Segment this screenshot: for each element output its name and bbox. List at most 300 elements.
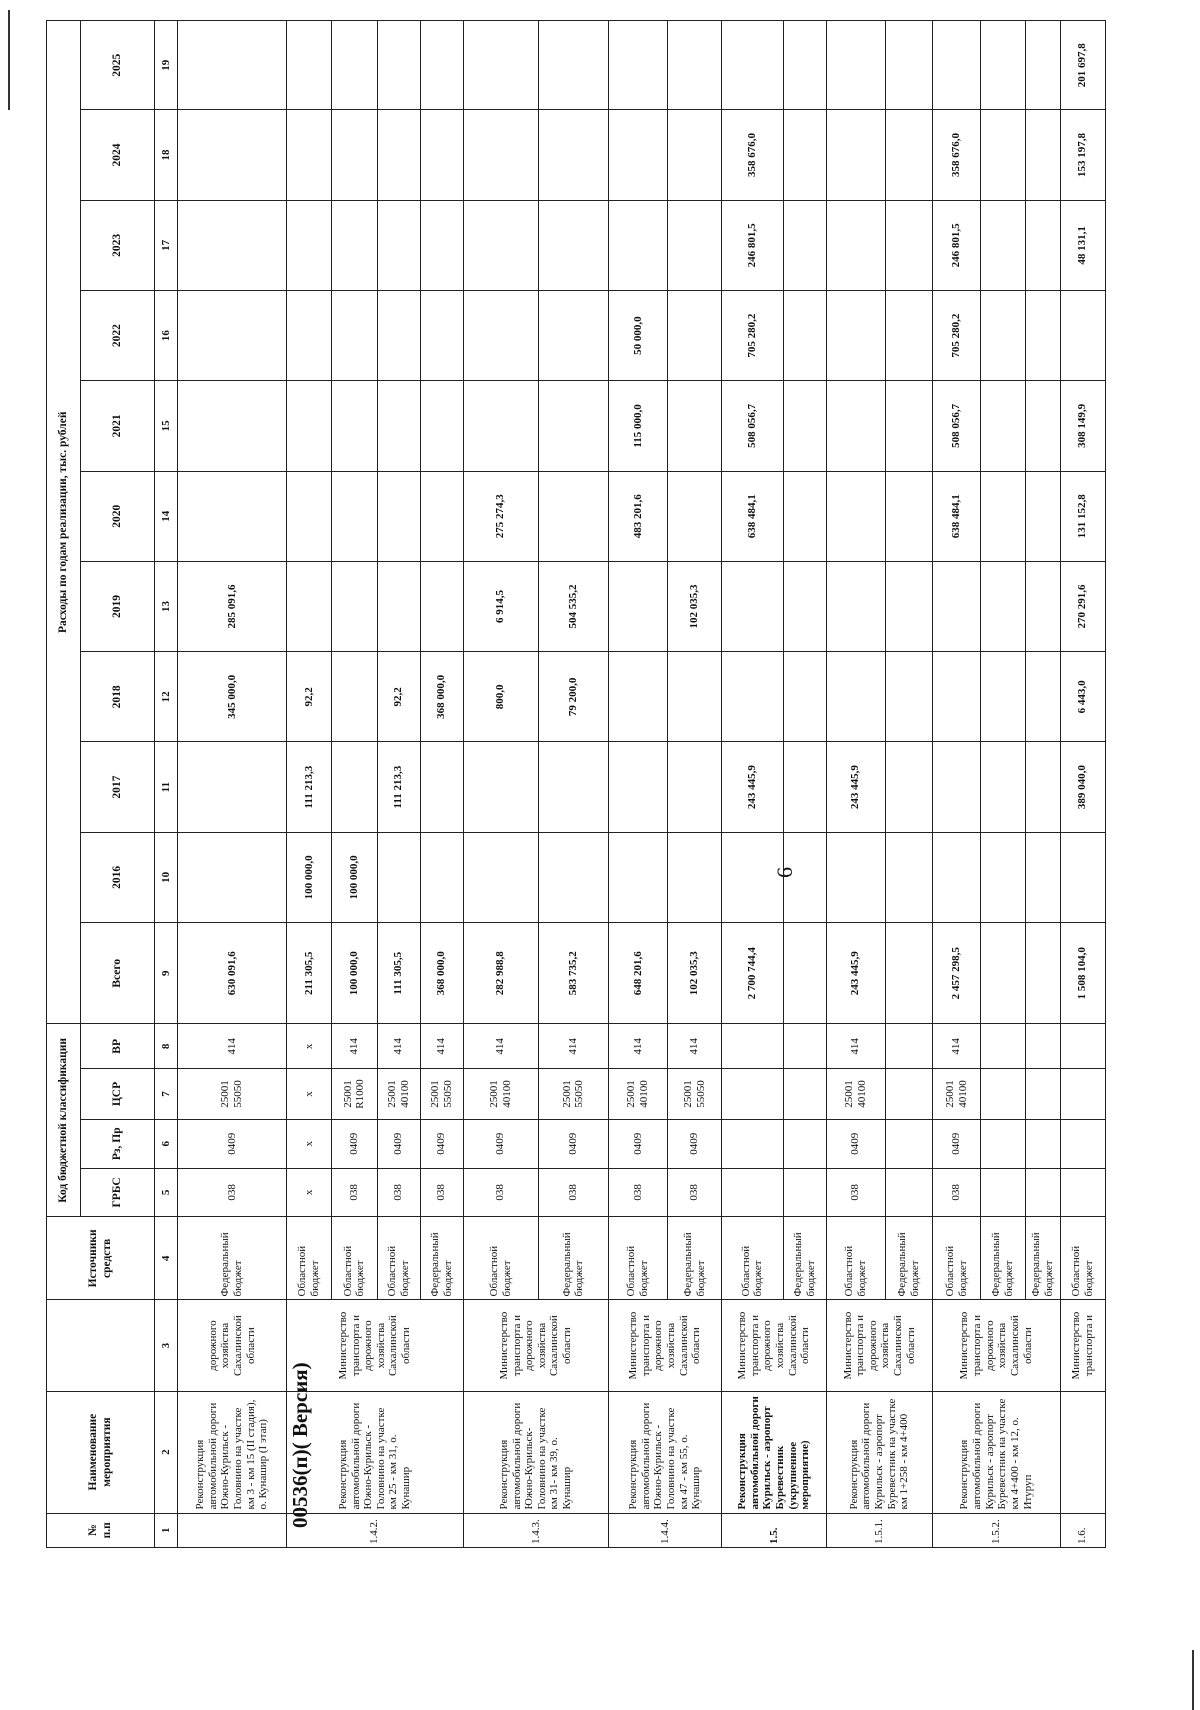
year-amount (933, 832, 981, 922)
vr-code: 414 (377, 1024, 420, 1069)
table-header (47, 21, 178, 1548)
executor-name: Министерство транспорта и дорожного хозяйства Сахалинской области (933, 1300, 1060, 1391)
total-amount: 100 000,0 (332, 923, 377, 1024)
total-amount: 243 445,9 (826, 923, 885, 1024)
grbs-code: 038 (933, 1168, 981, 1217)
year-amount (1026, 290, 1060, 380)
funding-source: Федеральный бюджет (783, 1217, 826, 1300)
year-amount (608, 832, 667, 922)
table-row (178, 21, 287, 1548)
year-amount (608, 110, 667, 200)
year-amount (722, 832, 783, 922)
rzpr-code: 0409 (332, 1119, 377, 1168)
total-amount: 583 735,2 (538, 923, 608, 1024)
year-amount (933, 652, 981, 742)
year-amount (178, 200, 287, 290)
year-amount (420, 561, 463, 651)
year-amount (332, 652, 377, 742)
year-amount (826, 200, 885, 290)
year-amount (933, 21, 981, 110)
funding-source: Федеральный бюджет (420, 1217, 463, 1300)
header-year: 2016 (81, 832, 155, 922)
vr-code (980, 1024, 1025, 1069)
total-amount: 630 091,6 (178, 923, 287, 1024)
year-amount (885, 652, 933, 742)
vr-code: 414 (178, 1024, 287, 1069)
rzpr-code: 0409 (826, 1119, 885, 1168)
executor-name: дорожного хозяйства Сахалинской области (178, 1300, 287, 1391)
measure-name: Реконструкция автомобильной дороги Южно-Курильск - Головнино на участке км 3 - км 15 (II стадия), о. Кунашир (I этап) (178, 1391, 287, 1513)
header-rzpr: Рз, Пр (81, 1119, 155, 1168)
year-amount (980, 652, 1025, 742)
year-amount (332, 200, 377, 290)
total-amount: 111 305,5 (377, 923, 420, 1024)
rzpr-code (783, 1119, 826, 1168)
year-amount (463, 21, 538, 110)
column-index: 19 (155, 21, 178, 110)
year-amount (538, 471, 608, 561)
year-amount (980, 381, 1025, 471)
year-amount (980, 200, 1025, 290)
csr-code: 25001 R1000 (332, 1069, 377, 1120)
funding-source: Областной бюджет (332, 1217, 377, 1300)
year-amount (667, 290, 721, 380)
funding-source: Областной бюджет (377, 1217, 420, 1300)
year-amount (1026, 21, 1060, 110)
year-amount (286, 110, 331, 200)
measure-name: Реконструкция автомобильной дороги Курильск - аэропорт Буревестник на участке км 1+258 - км 4+400 (826, 1391, 933, 1513)
year-amount (178, 381, 287, 471)
year-amount: 6 914,5 (463, 561, 538, 651)
vr-code: 414 (538, 1024, 608, 1069)
year-amount: 246 801,5 (722, 200, 783, 290)
year-amount (826, 832, 885, 922)
year-amount (783, 290, 826, 380)
measure-name: Реконструкция автомобильной дороги Курильск - аэропорт Буревестник на участке км 4+400 - км 12, о. Итуруп (933, 1391, 1060, 1513)
year-amount (980, 561, 1025, 651)
header-year: 2024 (81, 110, 155, 200)
table-row (286, 21, 331, 1548)
year-amount (783, 110, 826, 200)
year-amount (667, 471, 721, 561)
column-index: 2 (155, 1391, 178, 1513)
year-amount (1026, 471, 1060, 561)
year-amount: 504 535,2 (538, 561, 608, 651)
vr-code: 414 (420, 1024, 463, 1069)
rzpr-code: 0409 (538, 1119, 608, 1168)
year-amount (463, 832, 538, 922)
year-amount (538, 290, 608, 380)
column-index: 13 (155, 561, 178, 651)
funding-source: Областной бюджет (933, 1217, 981, 1300)
csr-code: 25001 40100 (463, 1069, 538, 1120)
year-amount (332, 742, 377, 832)
csr-code (885, 1069, 933, 1120)
column-index: 9 (155, 923, 178, 1024)
grbs-code: 038 (178, 1168, 287, 1217)
rzpr-code: 0409 (608, 1119, 667, 1168)
year-amount (885, 471, 933, 561)
year-amount (377, 471, 420, 561)
year-amount: 102 035,3 (667, 561, 721, 651)
year-amount (885, 832, 933, 922)
table-row (933, 21, 981, 1548)
year-amount (377, 200, 420, 290)
funding-source: Федеральный бюджет (885, 1217, 933, 1300)
executor-name: Министерство транспорта и дорожного хозяйства Сахалинской области (286, 1300, 463, 1391)
funding-source: Федеральный бюджет (538, 1217, 608, 1300)
csr-code (1060, 1069, 1105, 1120)
vr-code: x (286, 1024, 331, 1069)
rzpr-code (1026, 1119, 1060, 1168)
year-amount (980, 110, 1025, 200)
year-amount (377, 561, 420, 651)
year-amount (420, 832, 463, 922)
year-amount: 6 443,0 (1060, 652, 1105, 742)
funding-source: Областной бюджет (286, 1217, 331, 1300)
measure-name: Реконструкция автомобильной дороги Курильск - аэропорт Буревестник (укрупненное мероприятие) (722, 1391, 826, 1513)
row-number: 1.5.2. (933, 1513, 1060, 1547)
year-amount (667, 652, 721, 742)
rzpr-code: x (286, 1119, 331, 1168)
header-vr: ВР (81, 1024, 155, 1069)
year-amount: 115 000,0 (608, 381, 667, 471)
header-total: Всего (81, 923, 155, 1024)
year-amount (178, 832, 287, 922)
total-amount (885, 923, 933, 1024)
row-number: 1.5. (722, 1513, 826, 1547)
year-amount (608, 21, 667, 110)
year-amount (608, 200, 667, 290)
year-amount: 48 131,1 (1060, 200, 1105, 290)
column-index: 1 (155, 1513, 178, 1547)
funding-source: Федеральный бюджет (178, 1217, 287, 1300)
csr-code (980, 1069, 1025, 1120)
table-row (1060, 21, 1105, 1548)
vr-code (885, 1024, 933, 1069)
csr-code: 25001 40100 (377, 1069, 420, 1120)
vr-code (1026, 1024, 1060, 1069)
year-amount (980, 471, 1025, 561)
year-amount (538, 21, 608, 110)
year-amount: 275 274,3 (463, 471, 538, 561)
year-amount: 50 000,0 (608, 290, 667, 380)
row-number: 1.4.4. (608, 1513, 721, 1547)
executor-name: Министерство транспорта и дорожного хозяйства Сахалинской области (608, 1300, 721, 1391)
year-amount: 638 484,1 (933, 471, 981, 561)
rzpr-code: 0409 (377, 1119, 420, 1168)
year-amount (1026, 742, 1060, 832)
year-amount: 100 000,0 (286, 832, 331, 922)
row-number: 1.6. (1060, 1513, 1105, 1547)
year-amount (667, 742, 721, 832)
header-year: 2025 (81, 21, 155, 110)
year-amount (420, 21, 463, 110)
year-amount: 79 200,0 (538, 652, 608, 742)
rzpr-code (1060, 1119, 1105, 1168)
rzpr-code (885, 1119, 933, 1168)
csr-code (722, 1069, 783, 1120)
year-amount (826, 652, 885, 742)
header-budget-code: Код бюджетной классификации (47, 1024, 81, 1217)
column-index: 6 (155, 1119, 178, 1168)
column-index: 17 (155, 200, 178, 290)
year-amount (377, 21, 420, 110)
rzpr-code (980, 1119, 1025, 1168)
year-amount (332, 110, 377, 200)
year-amount (783, 561, 826, 651)
year-amount (885, 110, 933, 200)
year-amount (286, 200, 331, 290)
vr-code (1060, 1024, 1105, 1069)
year-amount: 389 040,0 (1060, 742, 1105, 832)
csr-code: 25001 55050 (538, 1069, 608, 1120)
total-amount: 1 508 104,0 (1060, 923, 1105, 1024)
year-amount (783, 832, 826, 922)
year-amount (286, 21, 331, 110)
rzpr-code (722, 1119, 783, 1168)
column-index: 14 (155, 471, 178, 561)
row-number: 1.4.2. (286, 1513, 463, 1547)
column-index-row (155, 21, 178, 1548)
year-amount (667, 381, 721, 471)
vr-code: 414 (608, 1024, 667, 1069)
year-amount: 111 213,3 (377, 742, 420, 832)
year-amount: 358 676,0 (933, 110, 981, 200)
year-amount (885, 381, 933, 471)
total-amount: 2 457 298,5 (933, 923, 981, 1024)
grbs-code: 038 (420, 1168, 463, 1217)
year-amount: 483 201,6 (608, 471, 667, 561)
executor-name: Министерство транспорта и дорожного хозяйства Сахалинской области (463, 1300, 608, 1391)
funding-source: Федеральный бюджет (667, 1217, 721, 1300)
csr-code: 25001 40100 (826, 1069, 885, 1120)
year-amount (286, 471, 331, 561)
header-year: 2018 (81, 652, 155, 742)
year-amount (783, 471, 826, 561)
grbs-code (1060, 1168, 1105, 1217)
row-number: 1.4.3. (463, 1513, 608, 1547)
header-year: 2020 (81, 471, 155, 561)
year-amount: 243 445,9 (826, 742, 885, 832)
year-amount: 705 280,2 (933, 290, 981, 380)
grbs-code: 038 (608, 1168, 667, 1217)
total-amount: 211 305,5 (286, 923, 331, 1024)
year-amount (463, 742, 538, 832)
year-amount (826, 561, 885, 651)
year-amount: 308 149,9 (1060, 381, 1105, 471)
year-amount (783, 652, 826, 742)
funding-source: Федеральный бюджет (980, 1217, 1025, 1300)
year-amount (332, 290, 377, 380)
year-amount (667, 21, 721, 110)
executor-name: Министерство транспорта и дорожного хозяйства Сахалинской области (826, 1300, 933, 1391)
column-index: 11 (155, 742, 178, 832)
measure-name: Реконструкция автомобильной дороги Южно-Курильск - Головнино на участке км 25 - км 31, о. Кунашир (286, 1391, 463, 1513)
grbs-code (1026, 1168, 1060, 1217)
year-amount (178, 110, 287, 200)
year-amount: 92,2 (286, 652, 331, 742)
year-amount: 270 291,6 (1060, 561, 1105, 651)
year-amount (885, 290, 933, 380)
table-row (463, 21, 538, 1548)
header-number: № п.п (47, 1513, 155, 1547)
grbs-code: 038 (538, 1168, 608, 1217)
year-amount (980, 742, 1025, 832)
year-amount (538, 200, 608, 290)
document-version-code: 00536(п)( Версия) (288, 1362, 312, 1528)
vr-code: 414 (332, 1024, 377, 1069)
scan-edge-line (8, 10, 10, 110)
year-amount: 345 000,0 (178, 652, 287, 742)
header-year: 2023 (81, 200, 155, 290)
year-amount (608, 652, 667, 742)
year-amount (377, 381, 420, 471)
row-number: 1.5.1. (826, 1513, 933, 1547)
column-index: 15 (155, 381, 178, 471)
grbs-code: 038 (463, 1168, 538, 1217)
measure-name: Реконструкция автомобильной дороги Южно-Курильск-Головнино на участке км 31- км 39, о. Кунашир (463, 1391, 608, 1513)
year-amount: 638 484,1 (722, 471, 783, 561)
grbs-code (783, 1168, 826, 1217)
year-amount (826, 21, 885, 110)
column-index: 5 (155, 1168, 178, 1217)
year-amount (538, 832, 608, 922)
grbs-code: 038 (332, 1168, 377, 1217)
year-amount (463, 200, 538, 290)
year-amount (377, 290, 420, 380)
year-amount (538, 381, 608, 471)
rzpr-code: 0409 (463, 1119, 538, 1168)
year-amount (332, 471, 377, 561)
grbs-code (722, 1168, 783, 1217)
year-amount (667, 832, 721, 922)
year-amount (667, 110, 721, 200)
year-amount: 800,0 (463, 652, 538, 742)
year-amount (420, 110, 463, 200)
column-index: 3 (155, 1300, 178, 1391)
year-amount (1026, 652, 1060, 742)
grbs-code: 038 (826, 1168, 885, 1217)
table-row (608, 21, 667, 1548)
year-amount (463, 381, 538, 471)
year-amount: 111 213,3 (286, 742, 331, 832)
year-amount (980, 21, 1025, 110)
year-amount (286, 381, 331, 471)
csr-code: 25001 55050 (178, 1069, 287, 1120)
year-amount (980, 290, 1025, 380)
rzpr-code: 0409 (178, 1119, 287, 1168)
year-amount (1026, 200, 1060, 290)
year-amount (463, 110, 538, 200)
header-name: Наименование мероприятия (47, 1391, 155, 1513)
year-amount (783, 200, 826, 290)
year-amount (1026, 110, 1060, 200)
year-amount: 100 000,0 (332, 832, 377, 922)
year-amount (463, 290, 538, 380)
total-amount: 368 000,0 (420, 923, 463, 1024)
funding-source: Областной бюджет (1060, 1217, 1105, 1300)
funding-source: Областной бюджет (722, 1217, 783, 1300)
year-amount (826, 381, 885, 471)
year-amount (885, 742, 933, 832)
rzpr-code: 0409 (420, 1119, 463, 1168)
year-amount (377, 110, 420, 200)
year-amount: 358 676,0 (722, 110, 783, 200)
header-year: 2021 (81, 381, 155, 471)
year-amount (783, 21, 826, 110)
rzpr-code: 0409 (933, 1119, 981, 1168)
year-amount (178, 290, 287, 380)
year-amount (933, 561, 981, 651)
year-amount: 92,2 (377, 652, 420, 742)
grbs-code (980, 1168, 1025, 1217)
year-amount (420, 200, 463, 290)
year-amount (420, 381, 463, 471)
column-index: 8 (155, 1024, 178, 1069)
year-amount (826, 110, 885, 200)
year-amount (286, 290, 331, 380)
year-amount (608, 742, 667, 832)
year-amount (722, 21, 783, 110)
year-amount (826, 471, 885, 561)
year-amount (538, 110, 608, 200)
csr-code: x (286, 1069, 331, 1120)
total-amount (783, 923, 826, 1024)
year-amount (420, 742, 463, 832)
column-index: 16 (155, 290, 178, 380)
header-sources: Источники средств (47, 1217, 155, 1300)
total-amount: 102 035,3 (667, 923, 721, 1024)
funding-source: Областной бюджет (826, 1217, 885, 1300)
rzpr-code: 0409 (667, 1119, 721, 1168)
year-amount: 285 091,6 (178, 561, 287, 651)
year-amount (332, 21, 377, 110)
row-number (178, 1513, 287, 1547)
year-amount (1060, 832, 1105, 922)
csr-code: 25001 55050 (420, 1069, 463, 1120)
vr-code (783, 1024, 826, 1069)
grbs-code: 038 (667, 1168, 721, 1217)
table-row (722, 21, 783, 1548)
total-amount (980, 923, 1025, 1024)
year-amount (933, 742, 981, 832)
year-amount (178, 21, 287, 110)
year-amount: 705 280,2 (722, 290, 783, 380)
budget-table (46, 20, 1106, 1548)
vr-code: 414 (667, 1024, 721, 1069)
year-amount (667, 200, 721, 290)
year-amount (420, 290, 463, 380)
table-row (826, 21, 885, 1548)
funding-source: Областной бюджет (608, 1217, 667, 1300)
column-index: 18 (155, 110, 178, 200)
header-year: 2019 (81, 561, 155, 651)
total-amount (1026, 923, 1060, 1024)
year-amount: 246 801,5 (933, 200, 981, 290)
year-amount (1026, 561, 1060, 651)
year-amount (722, 561, 783, 651)
measure-name (1060, 1391, 1105, 1513)
year-amount (420, 471, 463, 561)
csr-code: 25001 55050 (667, 1069, 721, 1120)
measure-name: Реконструкция автомобильной дороги Южно-Курильск - Головнино на участке км 47 - км 55, о. Кунашир (608, 1391, 721, 1513)
column-index: 7 (155, 1069, 178, 1120)
header-year: 2017 (81, 742, 155, 832)
column-index: 10 (155, 832, 178, 922)
header-expenses: Расходы по годам реализации, тыс. рублей (47, 21, 81, 1025)
header-year: 2022 (81, 290, 155, 380)
